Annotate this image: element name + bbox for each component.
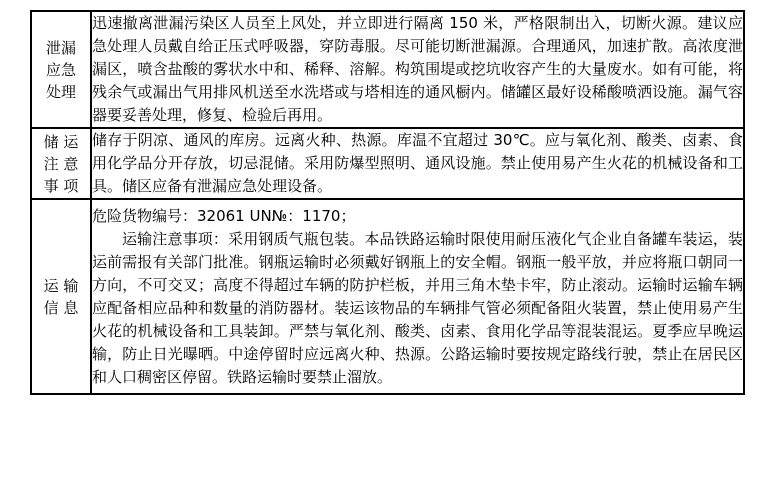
paragraph-dangerous-goods-number: 危险货物编号：32061 UN№：1170； xyxy=(92,207,356,225)
row-label-line-2: 应急 xyxy=(45,60,76,79)
row-label-line-2: 信 息 xyxy=(43,298,79,317)
table-row-transport-info xyxy=(31,199,744,394)
paragraph: 储存于阴凉、通风的库房。远离火种、热源。库温不宜超过 30℃。应与氧化剂、酸类、卤素、食用化学品分开存放，切忌混储。采用防爆型照明、通风设施。禁止使用易产生火花的机械设备和工具。储区应备有泄漏应急处理设备。 xyxy=(92,131,743,195)
row-content-leak-emergency xyxy=(91,11,744,128)
table-row-leak-emergency xyxy=(31,11,744,128)
table-row-storage-transport-notes xyxy=(31,128,744,199)
row-label-line-3: 处理 xyxy=(45,82,76,101)
msds-document xyxy=(0,10,781,502)
row-label-line-1: 泄漏 xyxy=(45,38,76,57)
row-label-line-3: 事 项 xyxy=(43,176,79,195)
paragraph: 迅速撤离泄漏污染区人员至上风处，并立即进行隔离 150 米，严格限制出入，切断火源。建议应急处理人员戴自给正压式呼吸器，穿防毒服。尽可能切断泄漏源。合理通风，加速扩散。高浓度泄漏区，喷含盐酸的雾状水中和、稀释、溶解。构筑围堤或挖坑收容产生的大量废水。如有可能，将残余气或漏出气用排风机送至水洗塔或与塔相连的通风橱内。储罐区最好设稀酸喷洒设施。漏气容器要妥善处理，修复、检验后再用。 xyxy=(92,14,743,124)
row-label-line-1: 储 运 xyxy=(43,132,79,151)
table-body xyxy=(31,11,744,394)
row-content-storage-transport-notes xyxy=(91,128,744,199)
row-label-line-2: 注 意 xyxy=(43,154,79,173)
row-label-leak-emergency xyxy=(31,11,91,128)
paragraph-transport-notes: 运输注意事项：采用钢质气瓶包装。本品铁路运输时限使用耐压液化气企业自备罐车装运，装运前需报有关部门批准。钢瓶运输时必须戴好钢瓶上的安全帽。钢瓶一般平放，并应将瓶口朝同一方向，不可交叉；高度不得超过车辆的防护栏板，并用三角木垫卡牢，防止滚动。运输时运输车辆应配备相应品种和数量的消防器材。装运该物品的车辆排气管必须配备阻火装置，禁止使用易产生火花的机械设备和工具装卸。严禁与氧化剂、酸类、卤素、食用化学品等混装混运。夏季应早晚运输，防止日光曝晒。中途停留时应远离火种、热源。公路运输时要按规定路线行驶，禁止在居民区和人口稠密区停留。铁路运输时要禁止溜放。 xyxy=(92,230,743,386)
row-label-line-1: 运 输 xyxy=(43,276,79,295)
msds-table xyxy=(30,10,745,395)
row-label-storage-transport-notes xyxy=(31,128,91,199)
row-label-transport-info xyxy=(31,199,91,394)
row-content-transport-info xyxy=(91,199,744,394)
